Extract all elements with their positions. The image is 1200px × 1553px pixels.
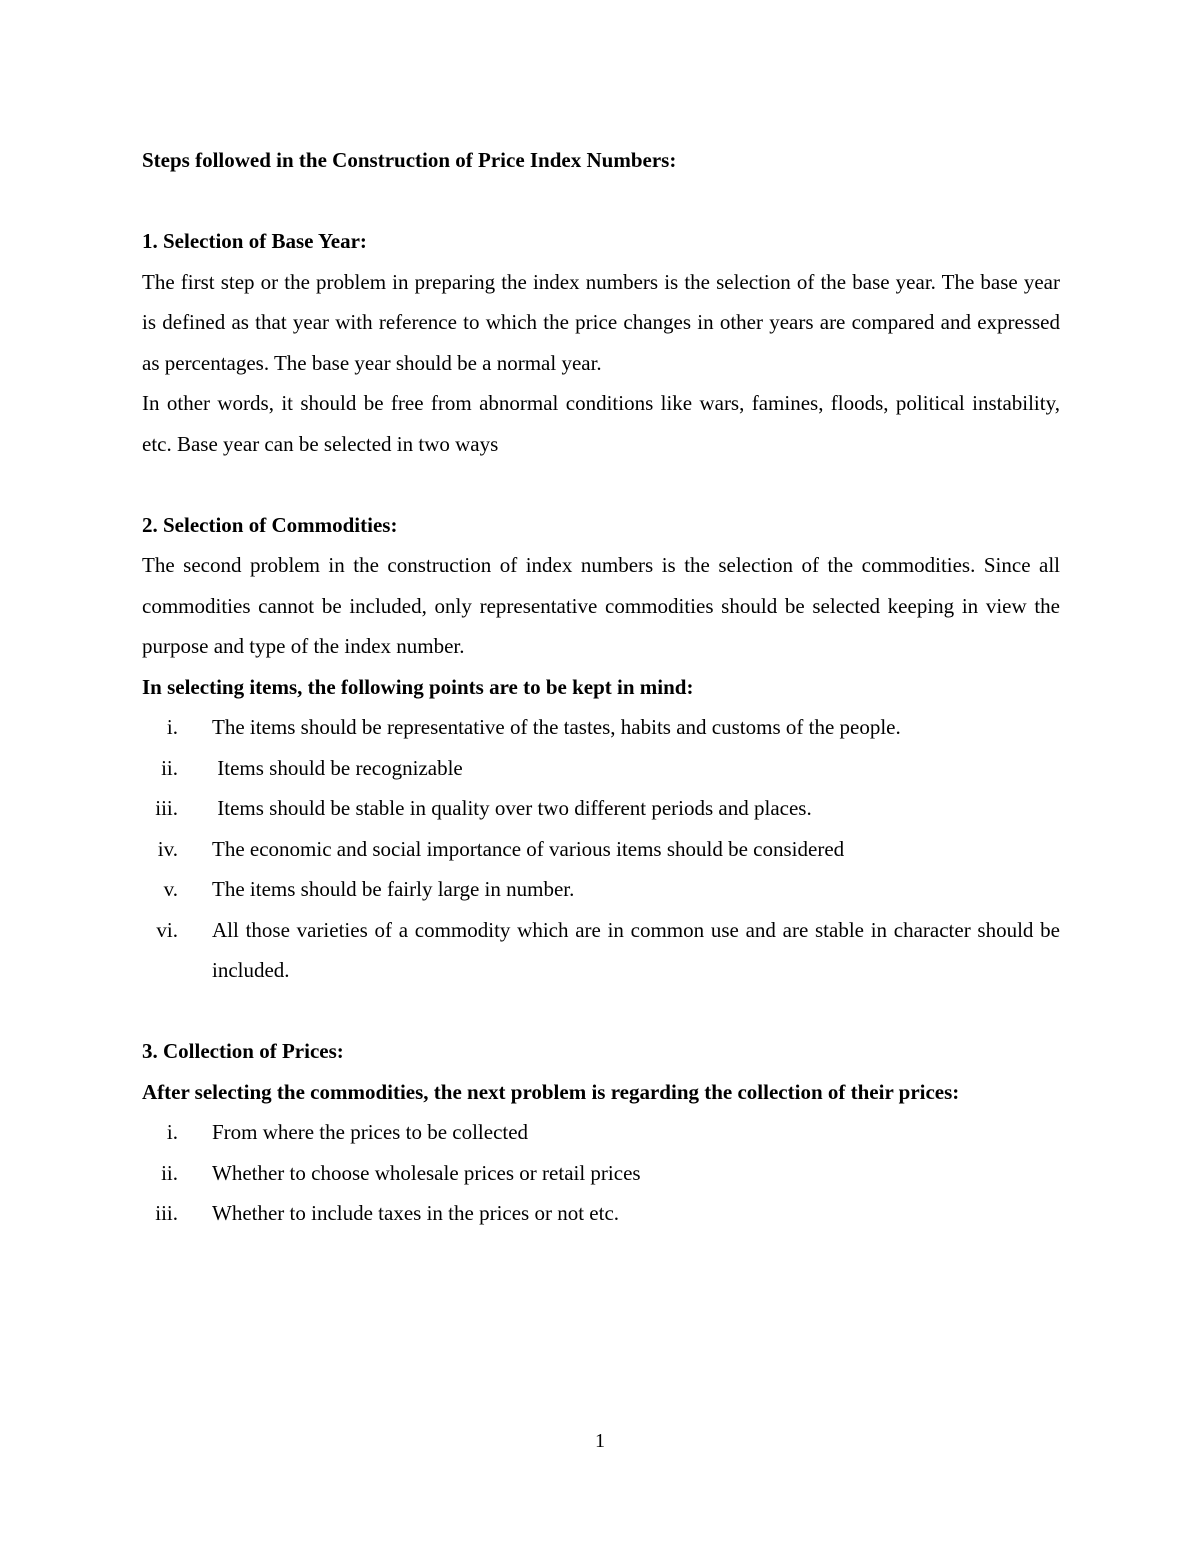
spacer bbox=[142, 464, 1060, 505]
section-paragraph: The second problem in the construction of index numbers is the selection of the commodities. Since all commodities cannot be included, only representative commodities should be selected keeping in view the purpose and type of the index number. bbox=[142, 553, 1060, 658]
section-heading: 2. Selection of Commodities: bbox=[142, 512, 398, 537]
section-base-year bbox=[142, 221, 1060, 464]
list-item bbox=[142, 1112, 1060, 1153]
section-subheading: In selecting items, the following points are to be kept in mind: bbox=[142, 674, 694, 699]
list-item bbox=[142, 1153, 1060, 1194]
page-number: 1 bbox=[595, 1430, 605, 1452]
list-item-text: Items should be stable in quality over two different periods and places. bbox=[212, 796, 812, 820]
section-paragraph: In other words, it should be free from abnormal conditions like wars, famines, floods, political instability, etc. Base year can be selected in two ways bbox=[142, 391, 1060, 456]
list-numeral: iv. bbox=[157, 836, 178, 861]
list-numeral: vi. bbox=[156, 917, 178, 942]
list-item bbox=[142, 1193, 1060, 1234]
list-item-text: From where the prices to be collected bbox=[212, 1120, 529, 1144]
section-heading: 3. Collection of Prices: bbox=[142, 1039, 344, 1063]
list-item bbox=[142, 829, 1060, 870]
list-numeral: iii. bbox=[155, 796, 178, 820]
section-paragraph: The first step or the problem in preparing the index numbers is the selection of the base year. The base year is defined as that year with reference to which the price changes in other years are compared and expressed as percentages. The base year should be a normal year. bbox=[142, 269, 1060, 375]
list-item-text: The items should be representative of the tastes, habits and customs of the people. bbox=[212, 715, 901, 739]
list-item bbox=[142, 910, 1060, 991]
list-item-text: The items should be fairly large in number. bbox=[212, 877, 575, 901]
list-numeral: i. bbox=[166, 1120, 178, 1144]
list-numeral: iii. bbox=[155, 1201, 178, 1225]
questions-list bbox=[142, 1112, 1060, 1234]
list-item bbox=[142, 788, 1060, 829]
document-title: Steps followed in the Construction of Price Index Numbers: bbox=[142, 148, 677, 172]
section-heading: 1. Selection of Base Year: bbox=[142, 229, 367, 253]
list-numeral: i. bbox=[166, 715, 178, 739]
spacer bbox=[142, 991, 1060, 1032]
list-item-text: The economic and social importance of various items should be considered bbox=[212, 836, 845, 861]
section-subheading: After selecting the commodities, the next problem is regarding the collection of their prices: bbox=[142, 1079, 960, 1104]
section-commodities bbox=[142, 505, 1060, 991]
list-item-text: Whether to choose wholesale prices or retail prices bbox=[212, 1160, 641, 1185]
list-item bbox=[142, 707, 1060, 748]
list-item-text: All those varieties of a commodity which are in common use and are stable in character should be included. bbox=[212, 917, 1060, 982]
spacer bbox=[142, 181, 1060, 222]
list-numeral: ii. bbox=[161, 1160, 178, 1185]
page-content bbox=[142, 140, 1060, 1234]
list-item-text: Items should be recognizable bbox=[212, 755, 463, 780]
section-prices bbox=[142, 1031, 1060, 1234]
list-item bbox=[142, 869, 1060, 910]
list-item-text: Whether to include taxes in the prices or not etc. bbox=[212, 1201, 620, 1225]
list-numeral: ii. bbox=[161, 755, 178, 780]
list-numeral: v. bbox=[163, 877, 178, 901]
points-list bbox=[142, 707, 1060, 991]
list-item bbox=[142, 748, 1060, 789]
